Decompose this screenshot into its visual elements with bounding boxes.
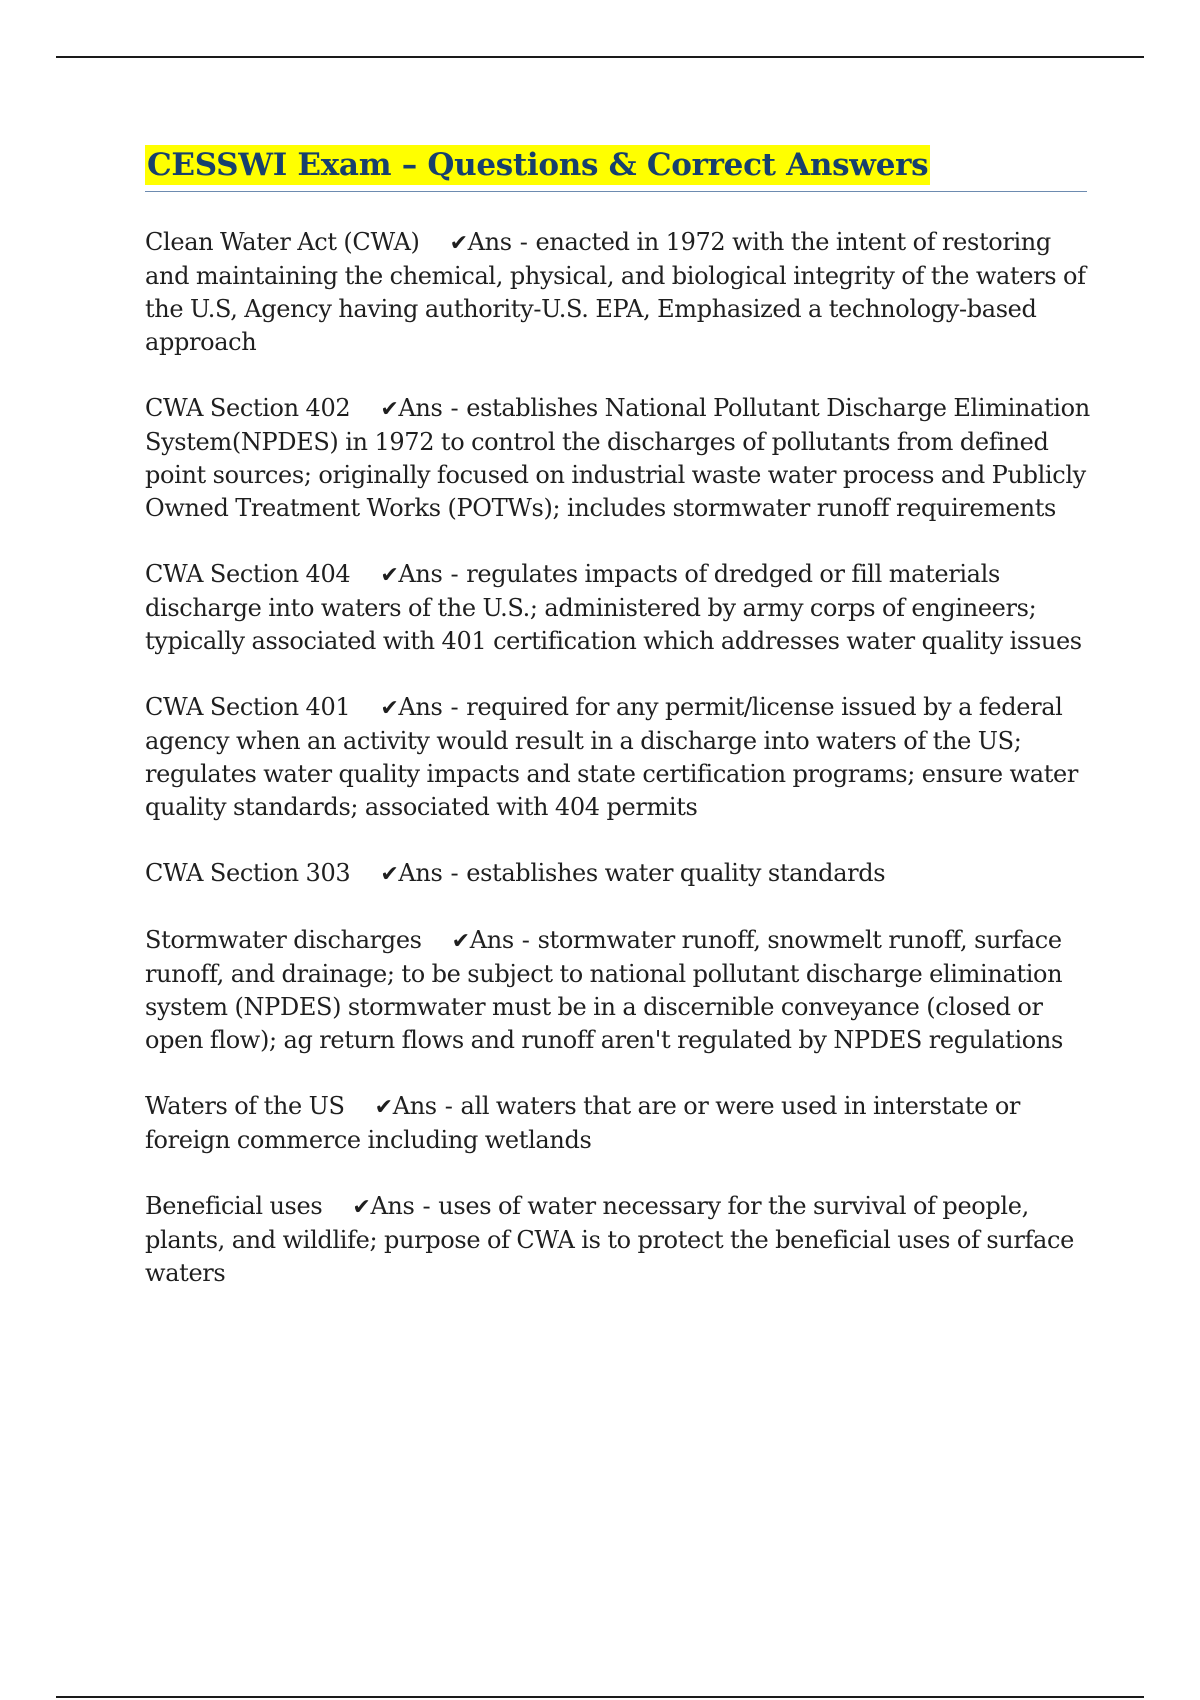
answer-marker: [380, 857, 442, 891]
qa-answer: regulates impacts of dredged or fill materials discharge into waters of the U.S.; administered by army corps of engineers; typically associated with 401 certification which addresses water quality issues: [145, 560, 1082, 655]
answer-label: Ans: [392, 1092, 437, 1120]
qa-item: [145, 226, 1095, 359]
answer-separator: -: [450, 560, 459, 588]
qa-answer: required for any permit/license issued by a federal agency when an activity would result in a discharge into waters of the US; regulates water quality impacts and state certification programs; ensure water quality standards; associated with 404 permits: [145, 693, 1078, 821]
qa-term: CWA Section 404: [145, 560, 351, 588]
answer-label: Ans: [398, 859, 443, 887]
answer-marker: [352, 1190, 414, 1224]
qa-answer: establishes water quality standards: [466, 859, 886, 887]
qa-item: [145, 857, 1095, 891]
qa-item: [145, 1190, 1095, 1290]
answer-label: Ans: [467, 228, 512, 256]
qa-answer: establishes National Pollutant Discharge Elimination System(NPDES) in 1972 to control the discharges of pollutants from defined point sources; originally focused on industrial waste water process and Publicly Owned Treatment Works (POTWs); includes stormwater runoff requirements: [145, 394, 1090, 522]
qa-answer: all waters that are or were used in interstate or foreign commerce including wetlands: [145, 1092, 1021, 1154]
check-icon: ✔: [449, 231, 468, 256]
answer-marker: [450, 226, 512, 260]
qa-term: CWA Section 401: [145, 693, 351, 721]
answer-label: Ans: [398, 394, 443, 422]
page-title: CESSWI Exam – Questions & Correct Answers: [147, 147, 929, 183]
title-block: [145, 145, 1087, 192]
check-icon: ✔: [352, 1195, 371, 1220]
qa-term: Waters of the US: [145, 1092, 345, 1120]
qa-item: [145, 1090, 1095, 1157]
check-icon: ✔: [380, 696, 399, 721]
check-icon: ✔: [374, 1095, 393, 1120]
qa-term: Stormwater discharges: [145, 926, 422, 954]
check-icon: ✔: [380, 397, 399, 422]
answer-separator: -: [521, 926, 530, 954]
qa-term: CWA Section 303: [145, 859, 351, 887]
header-rule: [56, 56, 1144, 58]
answer-marker: [375, 1090, 437, 1124]
check-icon: ✔: [380, 563, 399, 588]
answer-separator: -: [450, 859, 459, 887]
qa-item: [145, 392, 1095, 525]
qa-list: [145, 226, 1095, 1323]
qa-answer: enacted in 1972 with the intent of restoring and maintaining the chemical, physical, and biological integrity of the waters of the U.S, Agency having authority-U.S. EPA, Emphasized a technology-based approach: [145, 228, 1086, 356]
qa-item: [145, 691, 1095, 824]
answer-label: Ans: [469, 926, 514, 954]
footer-rule: [56, 1696, 1144, 1698]
answer-marker: [380, 392, 442, 426]
answer-marker: [380, 691, 442, 725]
answer-label: Ans: [398, 693, 443, 721]
answer-label: Ans: [398, 560, 443, 588]
qa-term: Clean Water Act (CWA): [145, 228, 420, 256]
qa-term: CWA Section 402: [145, 394, 351, 422]
answer-separator: -: [450, 394, 459, 422]
answer-separator: -: [519, 228, 528, 256]
qa-term: Beneficial uses: [145, 1192, 323, 1220]
qa-item: [145, 924, 1095, 1057]
qa-item: [145, 558, 1095, 658]
qa-answer: stormwater runoff, snowmelt runoff, surface runoff, and drainage; to be subject to national pollutant discharge elimination system (NPDES) stormwater must be in a discernible conveyance (closed or open flow); ag return flows and runoff aren't regulated by NPDES regulations: [145, 926, 1063, 1054]
answer-separator: -: [450, 693, 459, 721]
answer-label: Ans: [370, 1192, 415, 1220]
answer-marker: [452, 924, 514, 958]
answer-separator: -: [422, 1192, 431, 1220]
answer-separator: -: [444, 1092, 453, 1120]
qa-answer: uses of water necessary for the survival of people, plants, and wildlife; purpose of CWA is to protect the beneficial uses of surface waters: [145, 1192, 1074, 1287]
check-icon: ✔: [380, 862, 399, 887]
check-icon: ✔: [451, 929, 470, 954]
answer-marker: [380, 558, 442, 592]
